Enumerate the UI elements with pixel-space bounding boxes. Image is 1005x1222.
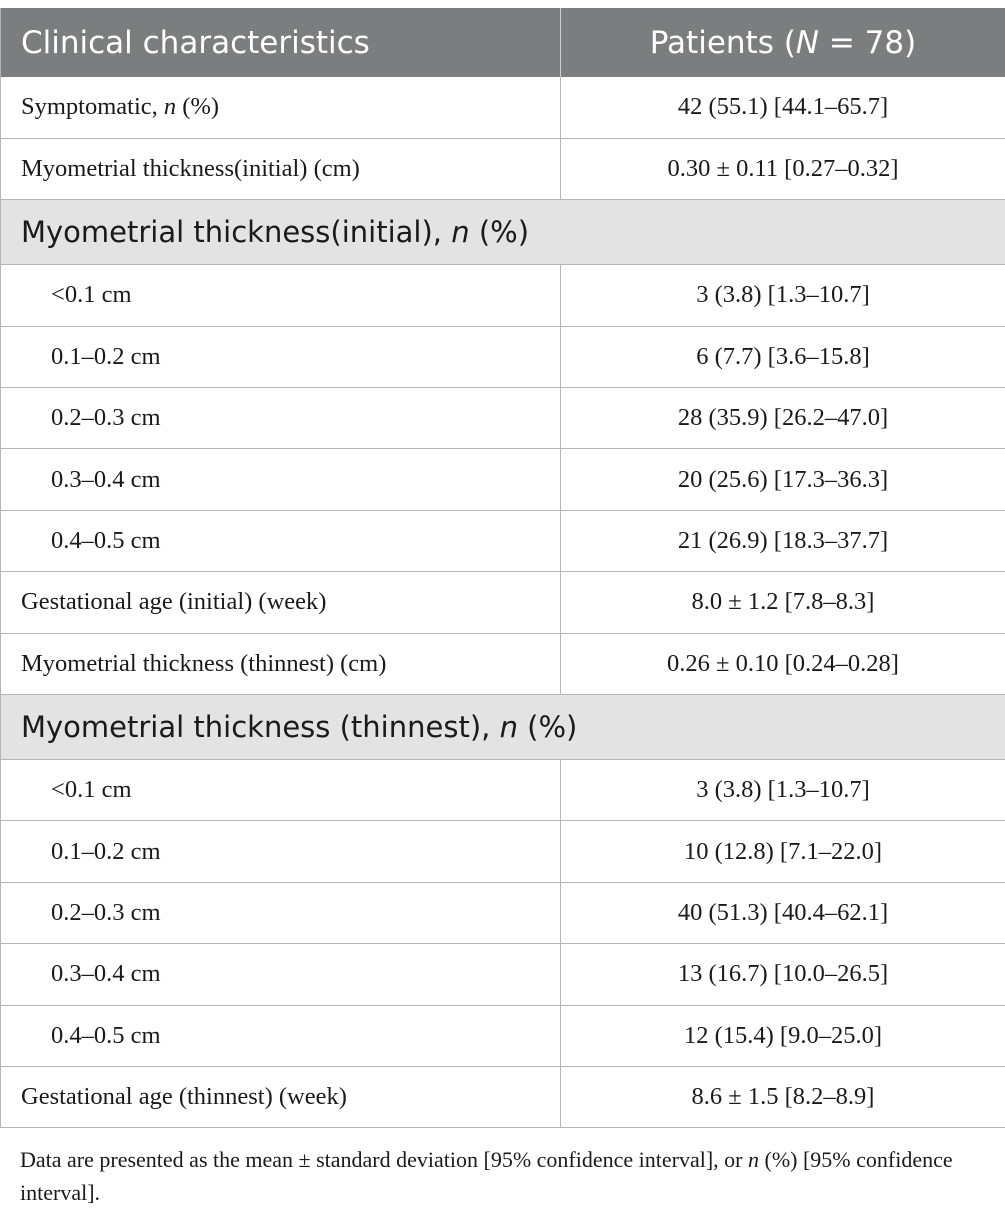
row-value: 42 (55.1) [44.1–65.7] (561, 77, 1005, 138)
table-row (1, 882, 1005, 943)
row-value: 20 (25.6) [17.3–36.3] (561, 449, 1005, 510)
row-value: 13 (16.7) [10.0–26.5] (561, 944, 1005, 1005)
table-row (1, 1005, 1005, 1066)
table-row (1, 760, 1005, 821)
row-value: 0.30 ± 0.11 [0.27–0.32] (561, 138, 1005, 199)
row-value: 10 (12.8) [7.1–22.0] (561, 821, 1005, 882)
table-row (1, 326, 1005, 387)
row-label: Myometrial thickness(initial) (cm) (1, 138, 561, 199)
table-row (1, 510, 1005, 571)
row-label: 0.2–0.3 cm (1, 388, 561, 449)
row-label: 0.3–0.4 cm (1, 944, 561, 1005)
table-row (1, 138, 1005, 199)
row-label: 0.4–0.5 cm (1, 1005, 561, 1066)
section-header-initial (1, 200, 1005, 265)
table-row (1, 77, 1005, 138)
row-label: 0.3–0.4 cm (1, 449, 561, 510)
section-title: Myometrial thickness (thinnest), n (%) (1, 695, 1005, 760)
table-row (1, 633, 1005, 694)
characteristics-table (0, 8, 1005, 1128)
row-label: <0.1 cm (1, 760, 561, 821)
table-footnote: Data are presented as the mean ± standard deviation [95% confidence interval], or n (%) [95% confidence interval]. (20, 1147, 953, 1205)
row-label: 0.1–0.2 cm (1, 326, 561, 387)
row-label: 0.4–0.5 cm (1, 510, 561, 571)
row-label: <0.1 cm (1, 265, 561, 326)
row-value: 12 (15.4) [9.0–25.0] (561, 1005, 1005, 1066)
row-label: 0.2–0.3 cm (1, 882, 561, 943)
row-label: Symptomatic, n (%) (1, 77, 561, 138)
row-label: Gestational age (initial) (week) (1, 572, 561, 633)
table-row (1, 572, 1005, 633)
row-value: 40 (51.3) [40.4–62.1] (561, 882, 1005, 943)
section-header-thinnest (1, 695, 1005, 760)
table-row (1, 265, 1005, 326)
section-title: Myometrial thickness(initial), n (%) (1, 200, 1005, 265)
row-value: 3 (3.8) [1.3–10.7] (561, 265, 1005, 326)
table-row (1, 449, 1005, 510)
table-row (1, 821, 1005, 882)
table-row (1, 1066, 1005, 1127)
header-clinical-characteristics: Clinical characteristics (1, 8, 561, 77)
row-label: 0.1–0.2 cm (1, 821, 561, 882)
row-value: 8.0 ± 1.2 [7.8–8.3] (561, 572, 1005, 633)
row-value: 3 (3.8) [1.3–10.7] (561, 760, 1005, 821)
row-value: 21 (26.9) [18.3–37.7] (561, 510, 1005, 571)
row-value: 6 (7.7) [3.6–15.8] (561, 326, 1005, 387)
header-patients: Patients (N = 78) (561, 8, 1005, 77)
table-row (1, 944, 1005, 1005)
table-header-row (1, 8, 1005, 77)
row-label: Gestational age (thinnest) (week) (1, 1066, 561, 1127)
row-label: Myometrial thickness (thinnest) (cm) (1, 633, 561, 694)
row-value: 8.6 ± 1.5 [8.2–8.9] (561, 1066, 1005, 1127)
row-value: 0.26 ± 0.10 [0.24–0.28] (561, 633, 1005, 694)
table-row (1, 388, 1005, 449)
row-value: 28 (35.9) [26.2–47.0] (561, 388, 1005, 449)
